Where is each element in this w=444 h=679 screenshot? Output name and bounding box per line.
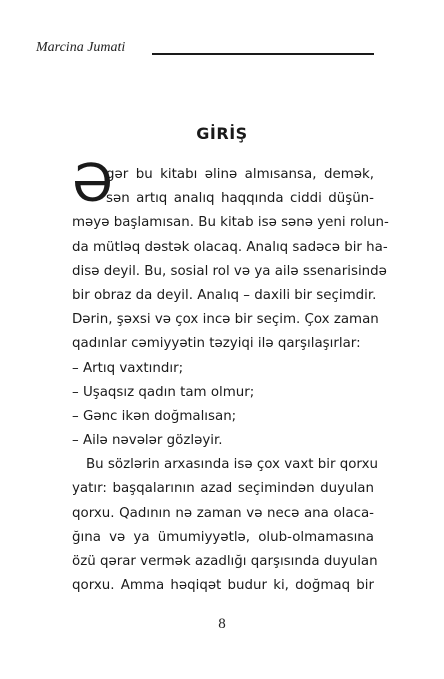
page-number: 8	[218, 616, 226, 632]
text-line: Bu sözlərin arxasında isə çox vaxt bir qorxu	[86, 457, 378, 473]
list-item: – Ailə nəvələr gözləyir.	[72, 433, 223, 449]
text-line: qorxu. Amma həqiqət budur ki, doğmaq bir	[72, 578, 374, 594]
text-line: sən artıq analıq haqqında ciddi düşün-	[106, 191, 374, 207]
list-item: – Artıq vaxtındır;	[72, 360, 184, 376]
text-line: disə deyil. Bu, sosial rol və ya ailə ssenarisində	[72, 263, 387, 279]
body-text	[72, 163, 389, 598]
text-line: məyə başlamısan. Bu kitab isə sənə yeni rolun-	[72, 215, 389, 231]
list-item: – Gənc ikən doğmalısan;	[72, 408, 237, 424]
text-line: Dərin, şəxsi və çox incə bir seçim. Çox zaman	[72, 312, 379, 328]
text-line: qadınlar cəmiyyətin təzyiqi ilə qarşılaşırlar:	[72, 336, 361, 352]
text-line: yatır: başqalarının azad seçimindən duyulan	[72, 481, 374, 497]
text-line: özü qərar vermək azadlığı qarşısında duyulan	[72, 554, 378, 569]
text-line: ğına və ya ümumiyyətlə, olub-olmamasına	[72, 529, 374, 545]
text-line: gər bu kitabı əlinə almısansa, demək,	[106, 167, 374, 182]
drop-cap: Ə	[72, 154, 113, 214]
list-item: – Uşaqsız qadın tam olmur;	[72, 384, 255, 400]
text-line: qorxu. Qadının nə zaman və necə ana olaca-	[72, 505, 374, 521]
running-header	[36, 40, 376, 60]
header-rule	[152, 53, 374, 55]
chapter-title: GİRİŞ	[196, 124, 248, 143]
running-header-author: Marcina Jumati	[36, 40, 126, 55]
text-line: bir obraz da deyil. Analıq – daxili bir seçimdir.	[72, 287, 377, 303]
text-line: da mütləq dəstək olacaq. Analıq sadəcə bir ha-	[72, 239, 388, 255]
